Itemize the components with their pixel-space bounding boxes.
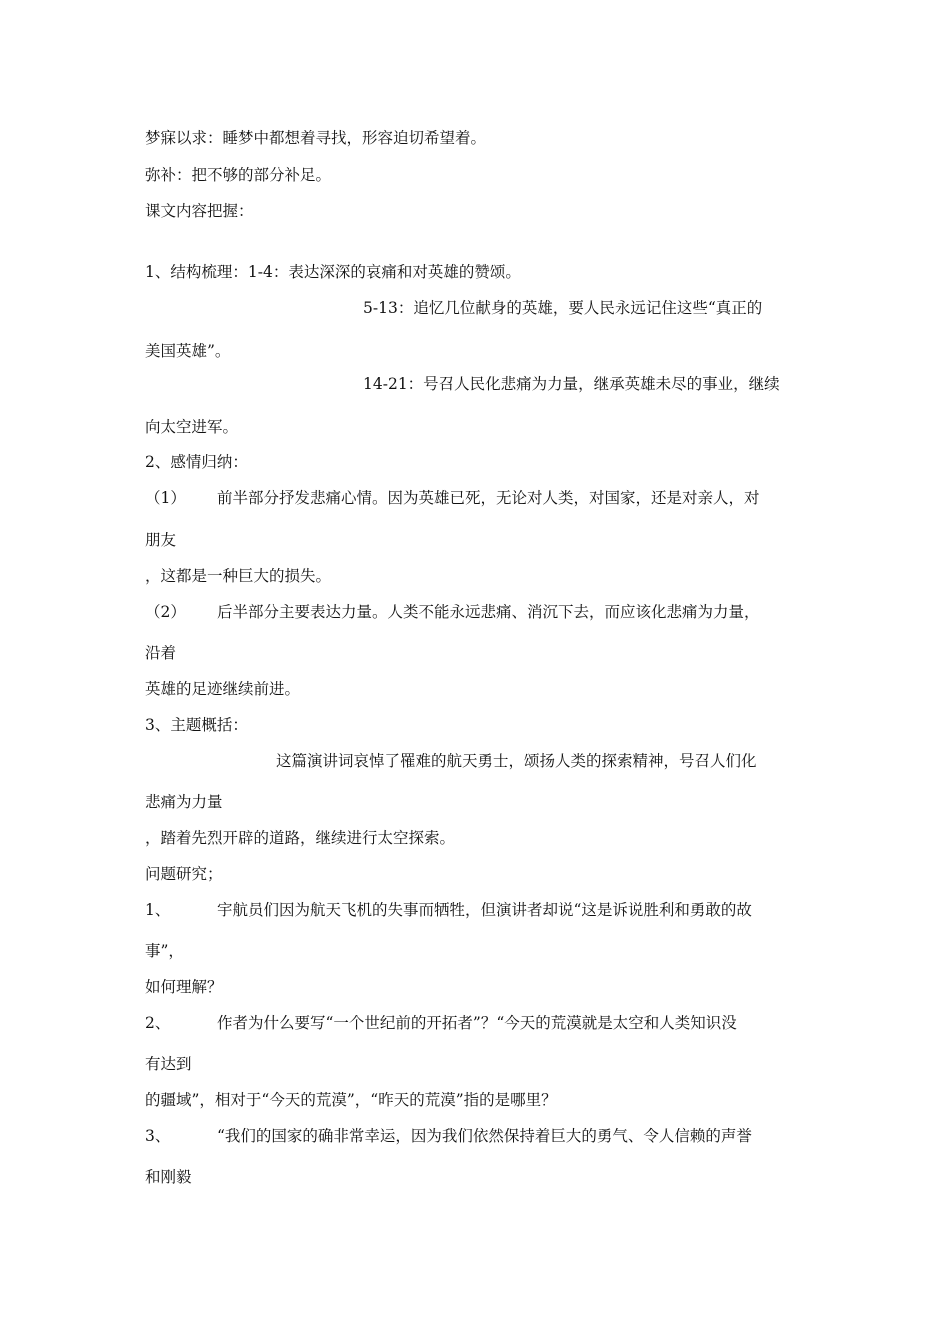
theme-text-cont: 悲痛为力量: [145, 793, 223, 811]
question-text: “我们的国家的确非常幸运，因为我们依然保持着巨大的勇气、令人信赖的声誉: [217, 1127, 752, 1145]
emotion-heading: 2、感情归纳：: [145, 453, 248, 471]
emotion-item-1: [145, 488, 760, 508]
emotion-item-1-cont2: ，这都是一种巨大的损失。: [145, 567, 332, 585]
structure-item-2: 5-13：追忆几位献身的英雄，要人民永远记住这些“真正的: [363, 299, 763, 317]
question-number: 2、: [145, 1014, 171, 1032]
question-2: [145, 1013, 737, 1033]
question-3: [145, 1126, 752, 1146]
theme-text: 这篇演讲词哀悼了罹难的航天勇士，颂扬人类的探索精神，号召人们化: [276, 752, 757, 770]
item-number: （2）: [145, 603, 186, 621]
structure-item-2-cont: 美国英雄”。: [145, 342, 231, 360]
emotion-item-1-cont: 朋友: [145, 531, 177, 549]
question-number: 3、: [145, 1127, 171, 1145]
structure-item-1: 1、结构梳理：1-4：表达深深的哀痛和对英雄的赞颂。: [145, 263, 521, 281]
item-text: 后半部分主要表达力量。人类不能永远悲痛、消沉下去，而应该化悲痛为力量，: [217, 603, 760, 621]
definition-mengmei: 梦寐以求：睡梦中都想着寻找，形容迫切希望着。: [145, 129, 487, 147]
question-1: [145, 900, 752, 920]
theme-heading: 3、主题概括：: [145, 716, 248, 734]
question-2-cont2: 的疆域”，相对于“今天的荒漠”，“昨天的荒漠”指的是哪里？: [145, 1091, 557, 1109]
emotion-item-2-cont: 沿着: [145, 644, 177, 662]
theme-text-cont2: ，踏着先烈开辟的道路，继续进行太空探索。: [145, 829, 456, 847]
question-3-cont: 和刚毅: [145, 1168, 192, 1186]
definition-mibu: 弥补：把不够的部分补足。: [145, 166, 332, 184]
question-1-cont2: 如何理解？: [145, 978, 223, 996]
section-heading-content: 课文内容把握：: [145, 202, 254, 220]
emotion-item-2-cont2: 英雄的足迹继续前进。: [145, 680, 301, 698]
question-text: 宇航员们因为航天飞机的失事而牺牲，但演讲者却说“这是诉说胜利和勇敢的故: [217, 901, 752, 919]
item-number: （1）: [145, 489, 186, 507]
item-text: 前半部分抒发悲痛心情。因为英雄已死，无论对人类，对国家，还是对亲人，对: [217, 489, 760, 507]
structure-item-3: 14-21：号召人民化悲痛为力量，继承英雄未尽的事业，继续: [363, 375, 780, 393]
question-number: 1、: [145, 901, 171, 919]
structure-item-3-cont: 向太空进军。: [145, 418, 239, 436]
question-1-cont: 事”，: [145, 942, 184, 960]
questions-heading: 问题研究；: [145, 865, 223, 883]
emotion-item-2: [145, 602, 760, 622]
question-text: 作者为什么要写“一个世纪前的开拓者”？“今天的荒漠就是太空和人类知识没: [217, 1014, 737, 1032]
question-2-cont: 有达到: [145, 1055, 192, 1073]
